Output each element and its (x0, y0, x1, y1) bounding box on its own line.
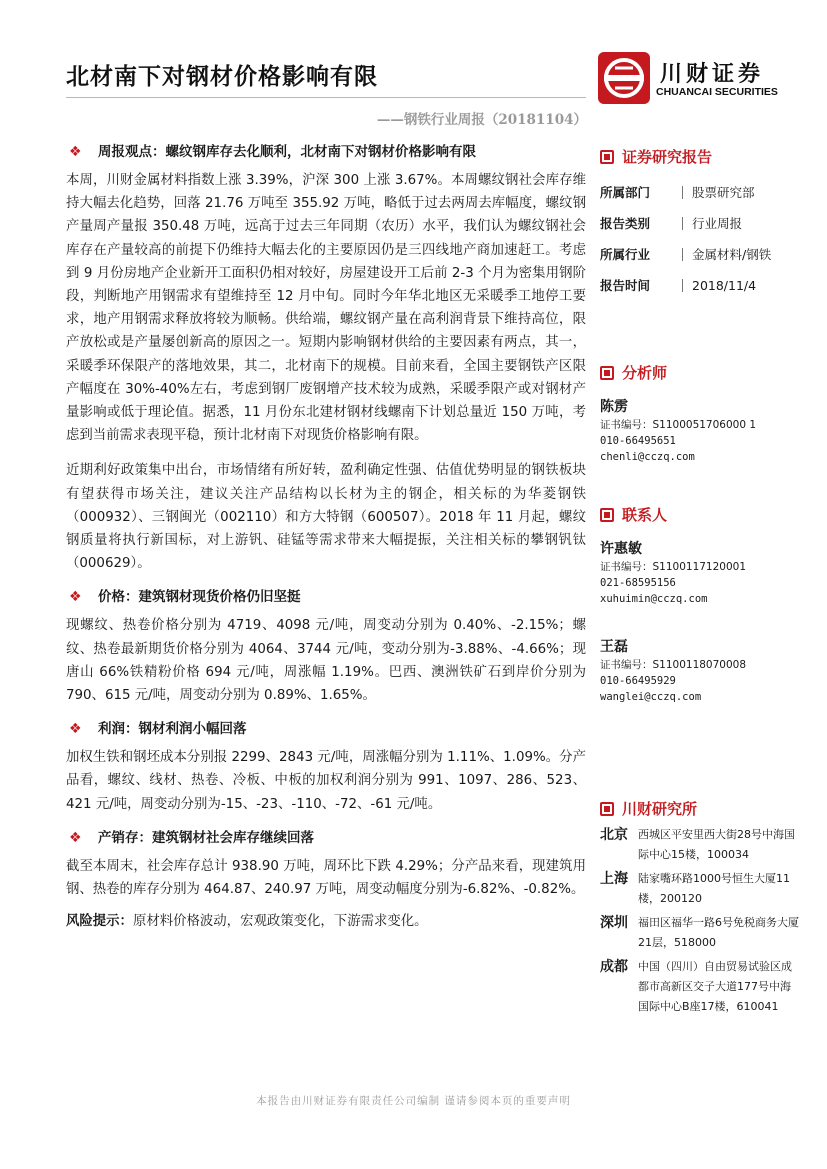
paragraph: 加权生铁和钢坯成本分别报 2299、2843 元/吨，周涨幅分别为 1.11%、1.09%。分产品看，螺纹、线材、热卷、冷板、中板的加权利润分别为 991、1097、286、523、421 元/吨，周变动分别为-15、-23、-110、-72、-61 元/吨。 (66, 750, 586, 812)
risk-text: 原材料价格波动，宏观政策变化，下游需求变化。 (132, 914, 428, 930)
email-link[interactable]: chenli@cczq.com (600, 451, 695, 463)
meta-row: 报告类别 行业周报 (600, 216, 743, 231)
logo-english-name: CHUANCAI SECURITIES (656, 86, 778, 98)
square-bullet-icon (600, 802, 614, 816)
chuancai-logo-icon (598, 52, 650, 104)
office-item: 上海 陆家嘴环路1000号恒生大厦11楼，200120 (600, 871, 790, 905)
square-bullet-icon (600, 508, 614, 522)
report-title: 北材南下对钢材价格影响有限 (66, 64, 378, 90)
paragraph: 本周，川财金属材料指数上涨 3.39%，沪深 300 上涨 3.67%。本周螺纹钢社会库存维持大幅去化趋势，回落 21.76 万吨至 355.92 万吨，略低于过去两周去库幅度，螺纹钢产量周产量报 350.48 万吨，远高于过去三年同期（农历）水平，我们认为螺纹钢社会库存在产量较高的前提下仍维持大幅去化的主要原因仍是三四线地产商加速赶工。考虑到 9 月份房地产企业新开工面积仍相对较好，房屋建设开工后前 2-3 个月为密集用钢阶段，判断地产用钢需求有望维持至 12 月中旬。同时今年华北地区无采暖季工地停工要求，地产用钢需求释放将较为顺畅。供给端，螺纹钢产量在高利润背景下维持高位，限产放松或是产量屡创新高的原因之一。短期内影响钢材供给的主要因素有两点，其一，采暖季环保限产的落地效果，其二，北材南下的规模。目前来看，全国主要钢铁产区限产幅度在 30%-40%左右，考虑到钢厂废钢增产技术较为成熟，采暖季限产或对钢材产量影响或低于理论值。据悉，11 月份东北建材钢材线螺南下计划总量近 150 万吨，考虑到当前需求表现平稳，预计北材南下对现货价格影响有限。 (66, 173, 586, 444)
office-item: 深圳 福田区福华一路6号免税商务大厦21层，518000 (600, 915, 799, 949)
paragraph: 近期利好政策集中出台，市场情绪有所好转，盈利确定性强、估值优势明显的钢铁板块有望获得市场关注，建议关注产品结构以长材为主的钢企，相关标的为华菱钢铁（000932）、三钢闽光（002110）和方大特钢（600507）。2018 年 11 月起，螺纹钢质量将执行新国标，对上游钒、硅锰等需求带来大幅提振，关注相关标的攀钢钒钛（000629）。 (66, 463, 586, 572)
square-bullet-icon (600, 150, 614, 164)
diamond-bullet-icon: ❖ (69, 721, 82, 738)
section-profit (66, 717, 586, 816)
section-inventory (66, 826, 586, 901)
paragraph: 现螺纹、热卷价格分别为 4719、4098 元/吨，周变动分别为 0.40%、-2.15%；螺纹、热卷最新期货价格分别为 4064、3744 元/吨，变动分别为-3.88%、-4.66%；现唐山 66%铁精粉价格 694 元/吨，周涨幅 1.19%。巴西、澳洲铁矿石到岸价分别为 790、615 元/吨，周变动分别为 0.89%、1.65%。 (66, 618, 586, 704)
report-heading: 证券研究报告 (600, 145, 800, 169)
diamond-bullet-icon: ❖ (69, 144, 82, 160)
meta-row: 所属部门 股票研究部 (600, 185, 755, 200)
company-logo (598, 52, 798, 112)
section-heading: ❖ 周报观点：螺纹钢库存去化顺利，北材南下对钢材价格影响有限 (66, 140, 586, 164)
section-heading: ❖ 价格：建筑钢材现货价格仍旧坚挺 (66, 585, 586, 609)
paragraph: 截至本周末，社会库存总计 938.90 万吨，周环比下跌 4.29%；分产品来看，现建筑用钢、热卷的库存分别为 464.87、240.97 万吨，周变动幅度分别为-6.82%、-0.82%。 (66, 858, 586, 898)
sidebar (600, 145, 800, 1017)
section-price (66, 585, 586, 707)
analyst-card: 陈雳 证书编号：S1100051706000 1 010-66495651 chenli@cczq.com (600, 397, 800, 465)
contact-heading: 联系人 (600, 503, 800, 527)
report-meta (600, 177, 800, 301)
contact-card: 许惠敏 证书编号：S1100117120001 021-68595156 xuhuimin@cczq.com (600, 539, 800, 607)
footer-disclaimer: 本报告由川财证券有限责任公司编制 谨请参阅本页的重要声明 (256, 1095, 571, 1107)
email-link[interactable]: wanglei@cczq.com (600, 691, 702, 703)
office-item: 北京 西城区平安里西大街28号中海国际中心15楼，100034 (600, 827, 795, 861)
institute-heading: 川财研究所 (600, 797, 800, 821)
diamond-bullet-icon: ❖ (69, 829, 82, 846)
header-divider (66, 97, 586, 98)
meta-row: 报告时间 2018/11/4 (600, 278, 757, 293)
office-item: 成都 中国（四川）自由贸易试验区成都市高新区交子大道177号中海国际中心B座17楼，610041 (600, 959, 792, 1013)
office-list (600, 825, 800, 1017)
section-heading: ❖ 产销存：建筑钢材社会库存继续回落 (66, 826, 586, 850)
report-subtitle: ——钢铁行业周报（20181104） (376, 112, 587, 128)
risk-label: 风险提示： (66, 914, 133, 930)
contact-card: 王磊 证书编号：S1100118070008 010-66495929 wanglei@cczq.com (600, 637, 800, 705)
meta-row: 所属行业 金属材料/钢铁 (600, 247, 772, 262)
risk-warning (66, 910, 586, 933)
section-views (66, 140, 586, 575)
analyst-heading: 分析师 (600, 361, 800, 385)
email-link[interactable]: xuhuimin@cczq.com (600, 593, 708, 605)
diamond-bullet-icon: ❖ (69, 589, 82, 606)
section-heading: ❖ 利润：钢材利润小幅回落 (66, 717, 586, 741)
logo-chinese-name: 川财证券 (660, 62, 765, 87)
square-bullet-icon (600, 366, 614, 380)
main-content (66, 140, 586, 933)
